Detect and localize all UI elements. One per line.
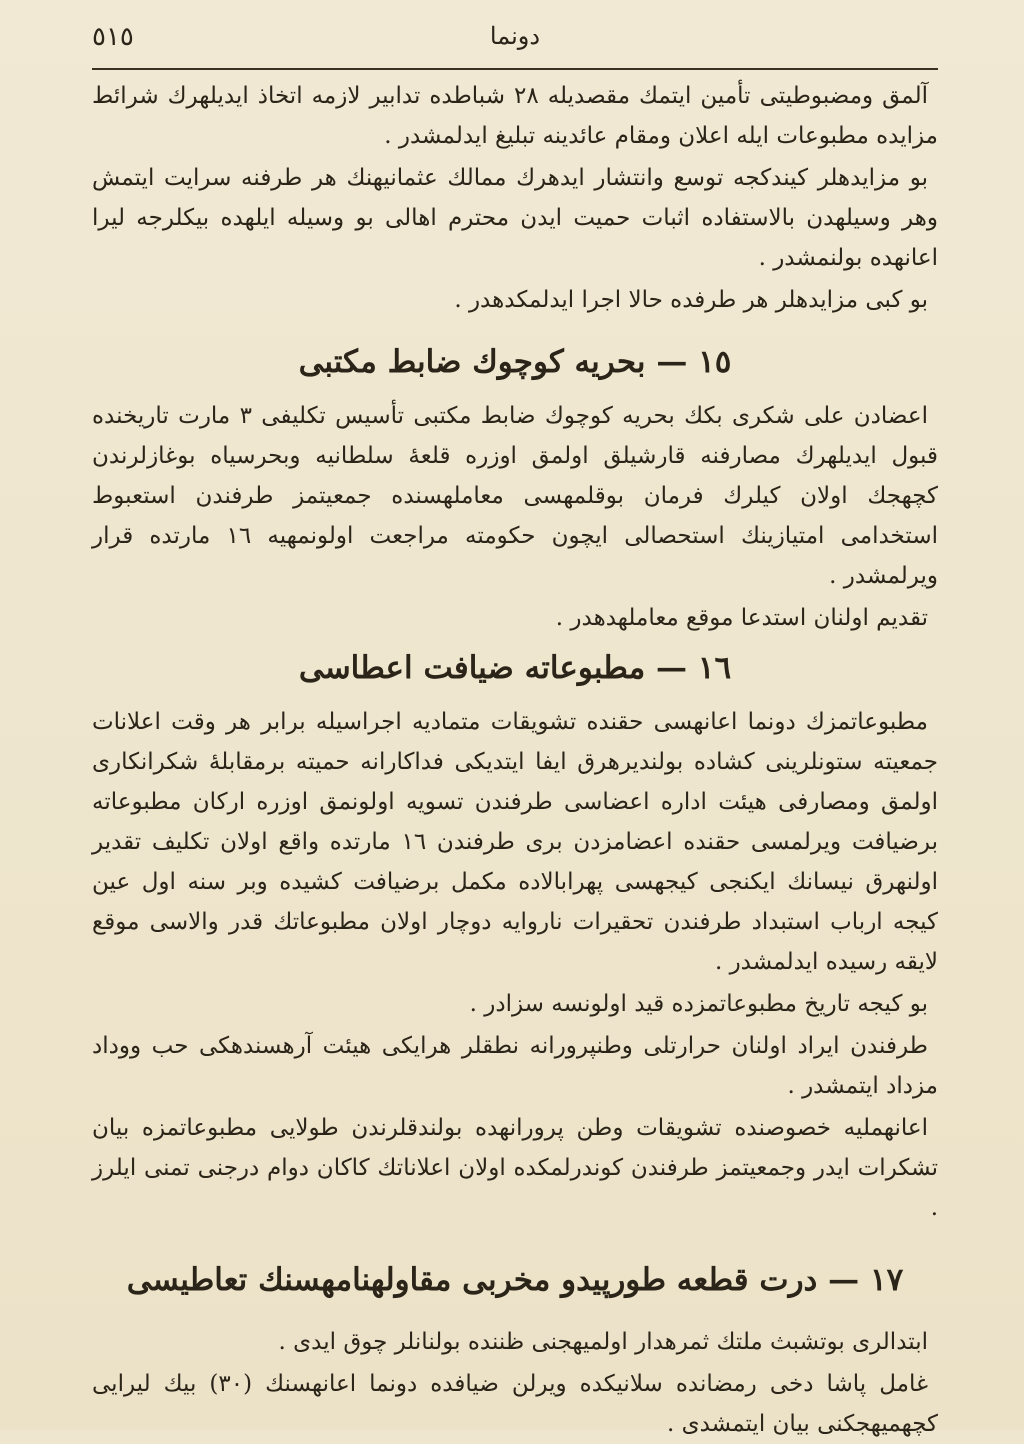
body-paragraph: ابتدالری بوتشبث ملتك ثمرهدار اولميهجنی ظننده بولنانلر چوق ايدی . (278, 1329, 928, 1355)
section-heading-17: ١٧ — درت قطعه طورپيدو مخربی مقاولهنامهسنك تعاطيسی (126, 1262, 904, 1298)
page-body (92, 76, 938, 1444)
section-heading-16: ١٦ — مطبوعاته ضيافت اعطاسی (298, 650, 732, 686)
running-title: دونما (489, 22, 541, 50)
body-paragraph: تقديم اولنان استدعا موقع معاملهدهدر . (555, 605, 928, 631)
body-paragraph: مطبوعاتمزك دونما اعانهسی حقنده تشويقات متماديه اجراسيله برابر هر وقت اعلانات جمعيته ستونلرينی كشاده بولنديرهرق ايفا ايتديكی فداكارانه حميته برمقابلهٔ شكرانكاری اولمق ومصارفی هيئت اداره اعضاسی طرفندن تسويه اولونمق اوزره اركان مطبوعاته برضيافت ويرلمسی حقنده اعضامزدن بری طرفندن ١٦ مارتده واقع اولان تكليف تقدير اولنهرق نيسانك ايكنجی كيجهسی پهرابالاده مكمل برضيافت كشيده وبر سنه اول عين كيجه ارباب استبداد طرفندن تحقيرات ناروايه دوچار اولان مطبوعاتك قدر والاسی موقع لايقه رسيده ايدلمشدر . (92, 709, 938, 975)
body-paragraph: بو كبی مزايدهلر هر طرفده حالا اجرا ايدلمكدهدر . (454, 287, 928, 313)
body-paragraph: طرفندن ايراد اولنان حرارتلی وطنپرورانه نطقلر هرايكی هيئت آرهسندهكی حب ووداد مزداد ايتمشدر . (92, 1033, 938, 1099)
body-paragraph: آلمق ومضبوطيتی تأمين ايتمك مقصديله ٢٨ شباطده تدابير لازمه اتخاذ ايديلهرك شرائط مزايده مطبوعات ايله اعلان ومقام عائدينه تبليغ ايدلمشدر . (92, 83, 938, 149)
body-paragraph: بو مزايدهلر كيندكجه توسع وانتشار ايدهرك ممالك عثمانيهنك هر طرفنه سرايت ايتمش وهر وسيلهدن بالاستفاده اثبات حميت ايدن محترم اهالی بو وسيله ايلهده بيكلرجه ليرا اعانهده بولنمشدر . (92, 165, 938, 271)
section-heading-15: ١٥ — بحريه كوچوك ضابط مكتبی (298, 344, 732, 380)
body-paragraph: اعضادن علی شكری بكك بحريه كوچوك ضابط مكتبی تأسيس تكليفی ٣ مارت تاريخنده قبول ايديلهرك مصارفنه قارشيلق اولمق اوزره قلعهٔ سلطانيه وبحرسياه بوغازلرندن كچهجك اولان كيلرك فرمان بوقلمهسی معاملهسنده جمعيتمز طرفندن استعبوط استخدامی امتيازينك استحصالی ايچون حكومته مراجعت اولونمهيه ١٦ مارتده قرار ويرلمشدر . (92, 403, 938, 589)
page-number: ٥١٥ (92, 22, 134, 52)
body-paragraph: اعانهمليه خصوصنده تشويقات وطن پرورانهده بولندقلرندن طولايی مطبوعاتمزه بيان تشكرات ايدر وجمعيتمز طرفندن كوندرلمكده اولان اعلاناتك كاكان دوام درجنی تمنی ايلرز . (92, 1115, 938, 1221)
body-paragraph: بو كيجه تاريخ مطبوعاتمزده قيد اولونسه سزادر . (469, 991, 928, 1017)
header-rule (92, 68, 938, 70)
body-paragraph: غامل پاشا دخی رمضانده سلانيكده ويرلن ضيافده دونما اعانهسنك (٣٠) بيك ليرايی كچهميهجكنی بيان ايتمشدی . (92, 1371, 938, 1437)
page-header (92, 22, 938, 58)
